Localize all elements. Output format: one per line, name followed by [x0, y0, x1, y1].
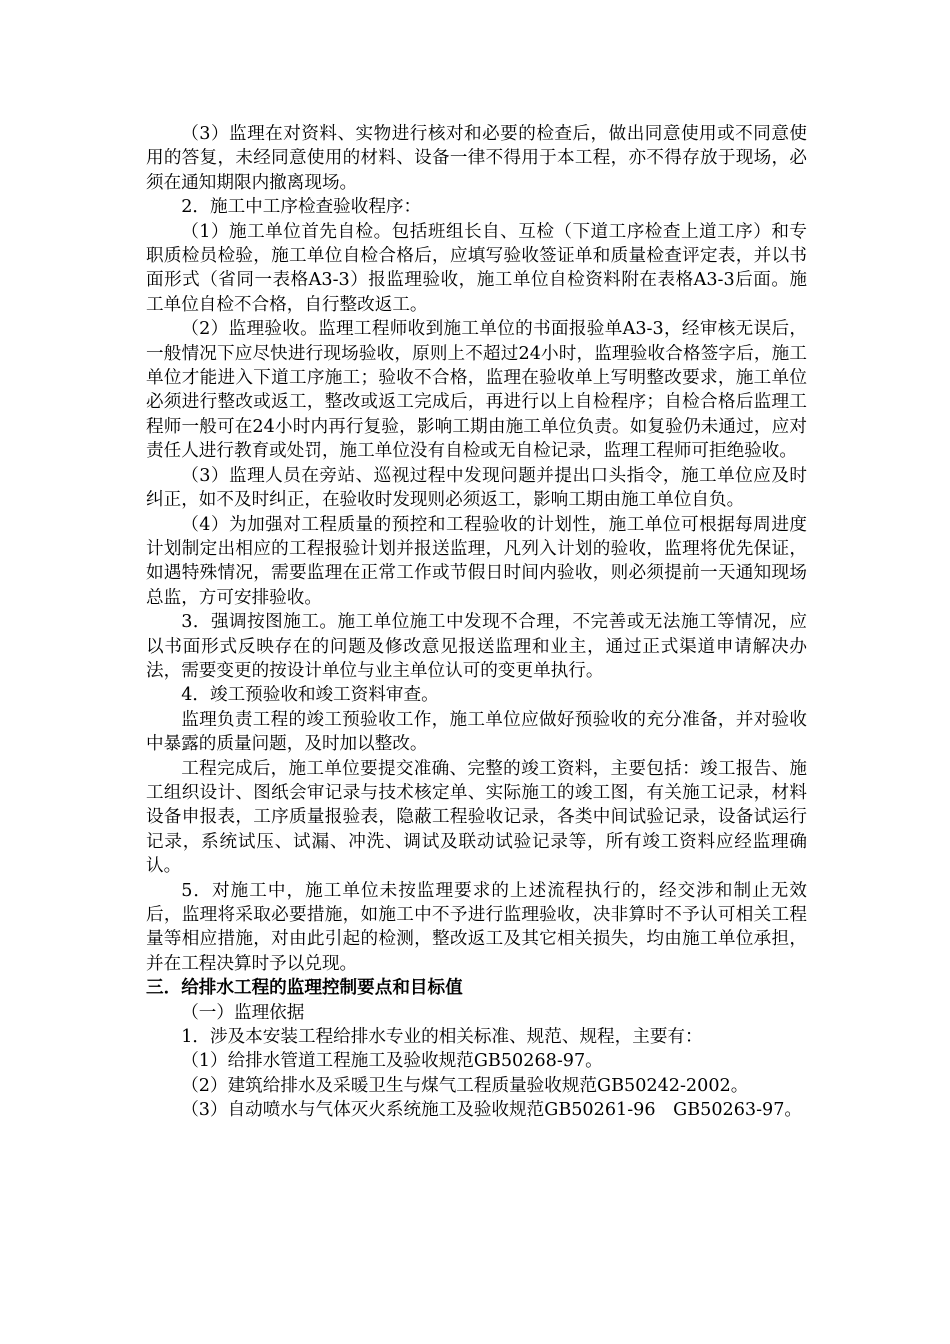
paragraph-standard-2: （2）建筑给排水及采暖卫生与煤气工程质量验收规范GB50242-2002。: [181, 1075, 749, 1096]
paragraph-standard-3: （3）自动喷水与气体灭火系统施工及验收规范GB50261-96 GB50263-97。: [181, 1100, 803, 1121]
paragraph-material-approval: （3）监理在对资料、实物进行核对和必要的检查后，做出同意使用或不同意使用的答复，未经同意使用的材料、设备一律不得用于本工程，亦不得存放于现场，必须在通知期限内撤离现场。: [146, 124, 807, 193]
paragraph-completion-preacceptance-title: 4．竣工预验收和竣工资料审查。: [181, 685, 439, 706]
paragraph-inspection-plan: （4）为加强对工程质量的预控和工程验收的计划性，施工单位可根据每周进度计划制定出相应的工程报验计划并报送监理，凡列入计划的验收，监理将优先保证，如遇特殊情况，需要监理在正常工作或节假日时间内验收，则必须提前一天通知现场总监，方可安排验收。: [146, 514, 807, 608]
paragraph-noncompliance-measures: 5．对施工中，施工单位未按监理要求的上述流程执行的，经交涉和制止无效后，监理将采取必要措施，如施工中不予进行监理验收，决非算时不予认可相关工程量等相应措施，对由此引起的检测，整改返工及其它相关损失，均由施工单位承担，并在工程决算时予以兑现。: [146, 880, 807, 974]
paragraph-standards-intro: 1．涉及本安装工程给排水专业的相关标准、规范、规程，主要有：: [181, 1027, 703, 1048]
document-page: [146, 122, 807, 1123]
paragraph-supervision-acceptance: （2）监理验收。监理工程师收到施工单位的书面报验单A3-3，经审核无误后，一般情况下应尽快进行现场验收，原则上不超过24小时，监理验收合格签字后，施工单位才能进入下道工序施工；验收不合格，监理在验收单上写明整改要求，施工单位必须进行整改或返工，整改或返工完成后，再进行以上自检程序；自检合格后监理工程师一般可在24小时内再行复验，影响工期由施工单位负责。如复验仍未通过，应对责任人进行教育或处罚，施工单位没有自检或无自检记录，监理工程师可拒绝验收。: [146, 319, 807, 462]
paragraph-supervision-basis: （一）监理依据: [181, 1002, 305, 1023]
paragraph-onsite-supervision: （3）监理人员在旁站、巡视过程中发现问题并提出口头指令，施工单位应及时纠正，如不及时纠正，在验收时发现则必须返工，影响工期由施工单位自负。: [146, 465, 807, 511]
paragraph-standard-1: （1）给排水管道工程施工及验收规范GB50268-97。: [181, 1051, 603, 1072]
paragraph-construction-by-drawing: 3．强调按图施工。施工单位施工中发现不合理，不完善或无法施工等情况，应以书面形式反映存在的问题及修改意见报送监理和业主，通过正式渠道申请解决办法，需要变更的按设计单位与业主单位认可的变更单执行。: [146, 612, 807, 681]
paragraph-self-inspection: （1）施工单位首先自检。包括班组长自、互检（下道工序检查上道工序）和专职质检员检验，施工单位自检合格后，应填写验收签证单和质量检查评定表，并以书面形式（省同一表格A3-3）报监理验收，施工单位自检资料附在表格A3-3后面。施工单位自检不合格，自行整改返工。: [146, 221, 807, 315]
paragraph-completion-preacceptance: 监理负责工程的竣工预验收工作，施工单位应做好预验收的充分准备，并对验收中暴露的质量问题，及时加以整改。: [146, 709, 807, 755]
section-heading: 三．给排水工程的监理控制要点和目标值: [146, 978, 463, 999]
paragraph-completion-documents: 工程完成后，施工单位要提交准确、完整的竣工资料，主要包括：竣工报告、施工组织设计、图纸会审记录与技术核定单、实际施工的竣工图，有关施工记录，材料设备申报表，工序质量报验表，隐蔽工程验收记录，各类中间试验记录，设备试运行记录，系统试压、试漏、冲洗、调试及联动试验记录等，所有竣工资料应经监理确认。: [146, 758, 807, 877]
paragraph-inspection-procedure-title: 2．施工中工序检查验收程序：: [181, 197, 422, 218]
